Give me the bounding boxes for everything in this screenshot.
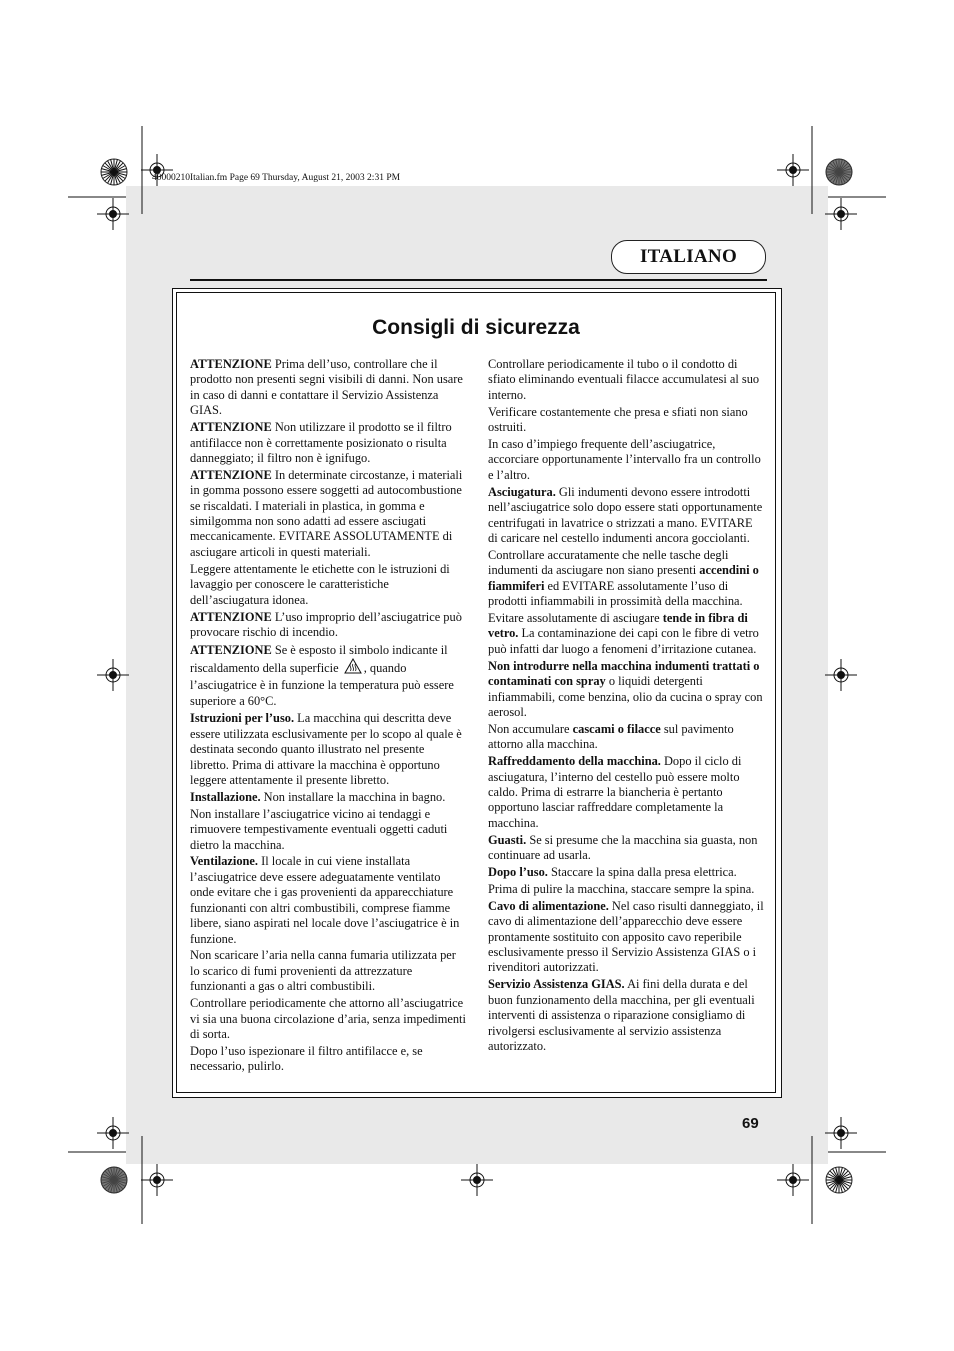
paragraph: Asciugatura. Gli indumenti devono essere introdotti nell’asciugatrice solo dopo essere stati opportunamente centrifugati in lavatrice o strizzati a mano. EVITARE di caricare nel cestello indumenti ancora gocciolanti. bbox=[488, 484, 763, 545]
paragraph: Controllare accuratamente che nelle tasche degli indumenti da asciugare non siano presenti accendini o fiammiferi ed EVITARE assolutamente l’uso di prodotti infiammabili in prossimità della macchina. bbox=[488, 547, 759, 609]
paragraph: Servizio Assistenza GIAS. Ai fini della durata e del buon funzionamento della macchina, per gli eventuali interventi di assistenza o riparazione consigliamo di rivolgersi esclusivamente al servizio assistenza autorizzato. bbox=[488, 977, 755, 1053]
paragraph: Cavo di alimentazione. Nel caso risulti danneggiato, il cavo di alimentazione dell’apparecchio deve essere prontamente sostituito con apposito cavo reperibile esclusivamente presso il Servizio Assistenza GIAS o i rivenditori autorizzati. bbox=[488, 898, 764, 975]
paragraph: Evitare assolutamente di asciugare tende in fibra di vetro. La contaminazione dei capi con le fibre di vetro può infatti dar luogo a fenomeni d’irritazione cutanea. bbox=[488, 611, 759, 656]
paragraph: Dopo l’uso. Staccare la spina dalla presa elettrica. bbox=[488, 865, 737, 879]
paragraph: Dopo l’uso ispezionare il filtro antifilacce e, se necessario, pulirlo. bbox=[190, 1043, 423, 1074]
paragraph: ATTENZIONE L’uso improprio dell’asciugatrice può provocare rischio di incendio. bbox=[190, 609, 462, 639]
paragraph: Guasti. Se si presume che la macchina sia guasta, non continuare ad usarla. bbox=[488, 832, 758, 863]
header-rule bbox=[190, 279, 767, 281]
paragraph: ATTENZIONE Non utilizzare il prodotto se il filtro antifilacce non è correttamente posizionato o risulta danneggiato; il filtro non è ignifugo. bbox=[190, 420, 452, 465]
paragraph: Non accumulare cascami o filacce sul pavimento attorno alla macchina. bbox=[488, 721, 734, 752]
paragraph: Prima di pulire la macchina, staccare sempre la spina. bbox=[488, 881, 755, 896]
page-title: Consigli di sicurezza bbox=[372, 316, 580, 339]
language-tab: ITALIANO bbox=[611, 240, 766, 274]
paragraph: Istruzioni per l’uso. La macchina qui descritta deve essere utilizzata esclusivamente per lo scopo al quale è destinata secondo quanto illustrato nel presente libretto. Prima di attivare la macchina è opportuno leggere attentamente il presente libretto. bbox=[190, 711, 462, 787]
paragraph: Installazione. Non installare la macchina in bagno. bbox=[190, 789, 446, 804]
file-info-header: 40000210Italian.fm Page 69 Thursday, August 21, 2003 2:31 PM bbox=[152, 173, 401, 183]
paragraph: ATTENZIONE Prima dell’uso, controllare che il prodotto non presenti segni visibili di danni. Non usare in caso di danni e contattare il Servizio Assistenza GIAS. bbox=[190, 357, 463, 418]
paragraph: Leggere attentamente le etichette con le istruzioni di lavaggio per conoscere le caratteristiche dell’asciugatura idonea. bbox=[190, 561, 450, 607]
paragraph: ATTENZIONE Se è esposto il simbolo indicante il riscaldamento della superficie , quando l’asciugatrice è in funzione la temperatura può essere superiore a 60°C. bbox=[190, 642, 454, 709]
paragraph: Non scaricare l’aria nella canna fumaria utilizzata per lo scarico di fumi provenienti da attrezzature funzionanti a gas o altri combustibili. bbox=[190, 948, 456, 994]
paragraph: Controllare periodicamente il tubo o il condotto di sfiato eliminando eventuali filacce accumulatesi al suo interno. bbox=[488, 357, 760, 402]
paragraph: In caso d’impiego frequente dell’asciugatrice, accorciare opportunamente l’intervallo fra un controllo e l’altro. bbox=[488, 437, 761, 482]
paragraph: ATTENZIONE In determinate circostanze, i materiali in gomma possono essere soggetti ad autocombustione se riscaldati. I materiali in plastica, in gomma e similgomma non sono adatti ad essere asciugati meccanicamente. EVITARE ASSOLUTAMENTE di asciugare articoli in questi materiali. bbox=[190, 467, 463, 559]
hot-surface-warning-icon bbox=[344, 658, 362, 674]
left-column bbox=[190, 357, 466, 1076]
paragraph: Ventilazione. Il locale in cui viene installata l’asciugatrice deve essere adeguatamente ventilato onde evitare che i gas provenienti da apparecchiature funzionanti con altri combustibili, comprese fiamme libere, siano aspirati nel locale dove l’asciugatrice è in funzione. bbox=[190, 854, 460, 946]
paragraph: Non installare l’asciugatrice vicino ai tendaggi e rimuovere tempestivamente eventuali oggetti caduti dietro la macchina. bbox=[190, 806, 448, 852]
paragraph: Verificare costantemente che presa e sfiati non siano ostruiti. bbox=[488, 404, 748, 435]
paragraph: Non introdurre nella macchina indumenti trattati o contaminati con spray o liquidi detergenti infiammabili, come benzina, olio da cucina o spray con aerosol. bbox=[488, 658, 763, 719]
paragraph: Raffreddamento della macchina. Dopo il ciclo di asciugatura, l’interno del cestello può essere molto caldo. Prima di estrarre la biancheria è pertanto opportuno lasciar raffreddare completamente la macchina. bbox=[488, 754, 742, 830]
paragraph: Controllare periodicamente che attorno all’asciugatrice vi sia una buona circolazione d’aria, senza impedimenti di sorta. bbox=[190, 996, 466, 1041]
page-number: 69 bbox=[742, 1115, 759, 1132]
right-column bbox=[488, 357, 764, 1056]
